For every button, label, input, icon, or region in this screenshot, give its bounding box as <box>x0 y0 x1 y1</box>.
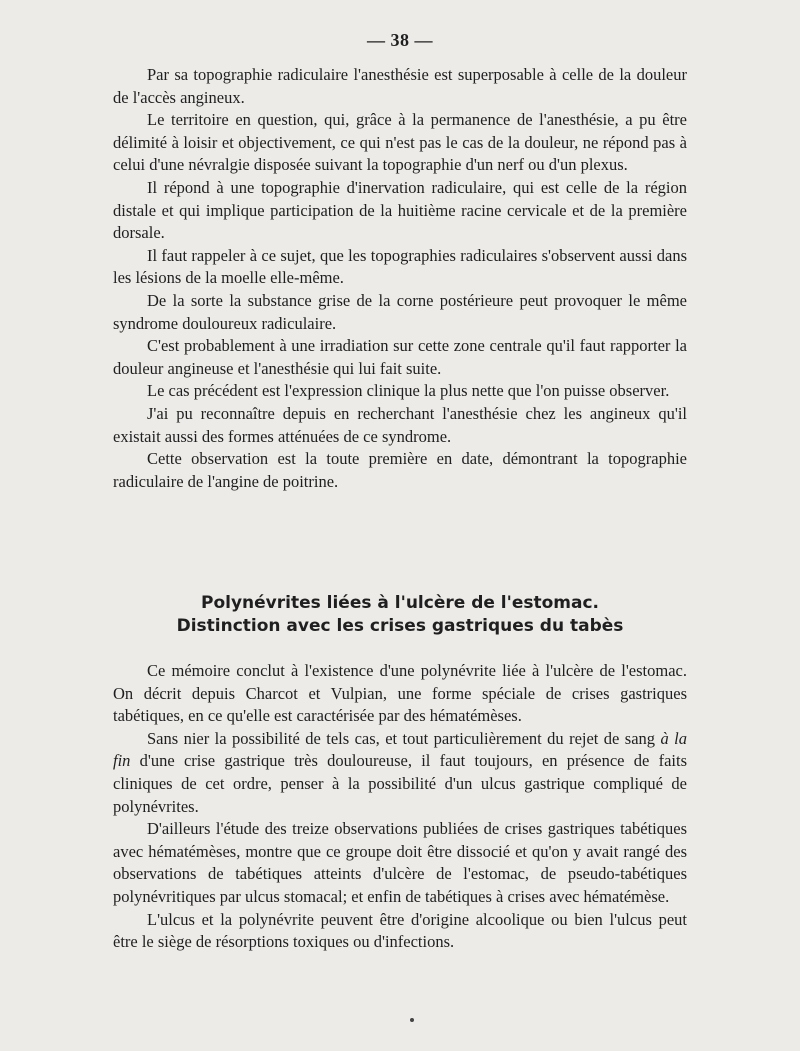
paragraph: J'ai pu reconnaître depuis en recherchant l'anesthésie chez les angineux qu'il existait aussi des formes atténuées de ce syndrome. <box>113 403 687 446</box>
paragraph: Le territoire en question, qui, grâce à la permanence de l'anesthésie, a pu être délimité à loisir et objectivement, ce qui n'est pas le cas de la douleur, ne répond pas à celui d'une névralgie disposée suivant la topographie d'un nerf ou d'un plexus. <box>113 110 687 175</box>
paragraph: C'est probablement à une irradiation sur cette zone centrale qu'il faut rapporter la douleur angineuse et l'anesthésie qui lui fait suite. <box>113 336 687 378</box>
section-text <box>113 660 687 954</box>
paragraph: D'ailleurs l'étude des treize observations publiées de crises gastriques tabétiques avec hématémèses, montre que ce groupe doit être dissocié et qu'on y avait rangé des observations de tabétiques atteints d'ulcère de l'estomac, de pseudo-tabétiques polynévritiques par ulcus stomacal; et enfin de tabétiques à crises avec hématémèse. <box>113 819 687 906</box>
emphasis-text: à la fin <box>113 728 687 771</box>
paragraph: Ce mémoire conclut à l'existence d'une polynévrite liée à l'ulcère de l'estomac. On décrit depuis Charcot et Vulpian, une forme spéciale de crises gastriques tabétiques, en ce qu'elle est caractérisée par des hématémèses. <box>113 661 687 726</box>
text-span: d'une crise gastrique très douloureuse, il faut toujours, en présence de faits cliniques de cet ordre, penser à la possibilité d'un ulcus gastrique compliqué de polynévrites. <box>113 751 687 816</box>
intro-text <box>113 64 687 493</box>
paragraph: Il faut rappeler à ce sujet, que les topographies radiculaires s'observent aussi dans les lésions de la moelle elle-même. <box>113 245 687 288</box>
section-heading <box>0 592 800 638</box>
paragraph: Le cas précédent est l'expression clinique la plus nette que l'on puisse observer. <box>147 381 670 401</box>
paragraph: L'ulcus et la polynévrite peuvent être d'origine alcoolique ou bien l'ulcus peut être le siège de résorptions toxiques ou d'infections. <box>113 909 687 952</box>
section-heading-line-2: Distinction avec les crises gastriques du tabès <box>176 616 624 636</box>
paragraph: Par sa topographie radiculaire l'anesthésie est superposable à celle de la douleur de l'accès angineux. <box>113 65 687 107</box>
paragraph: Cette observation est la toute première en date, démontrant la topographie radiculaire de l'angine de poitrine. <box>113 449 687 491</box>
text-span: Sans nier la possibilité de tels cas, et tout particulièrement du rejet de sang <box>147 728 661 748</box>
ink-dot-mark <box>410 1018 414 1022</box>
paragraph <box>113 728 687 818</box>
section-heading-line-1: Polynévrites liées à l'ulcère de l'estomac. <box>200 593 600 613</box>
paragraph: De la sorte la substance grise de la corne postérieure peut provoquer le même syndrome douloureux radiculaire. <box>113 290 687 333</box>
paragraph: Il répond à une topographie d'inervation radiculaire, qui est celle de la région distale et qui implique participation de la huitième racine cervicale et de la première dorsale. <box>113 177 687 243</box>
page-number: — 38 — <box>367 30 433 50</box>
